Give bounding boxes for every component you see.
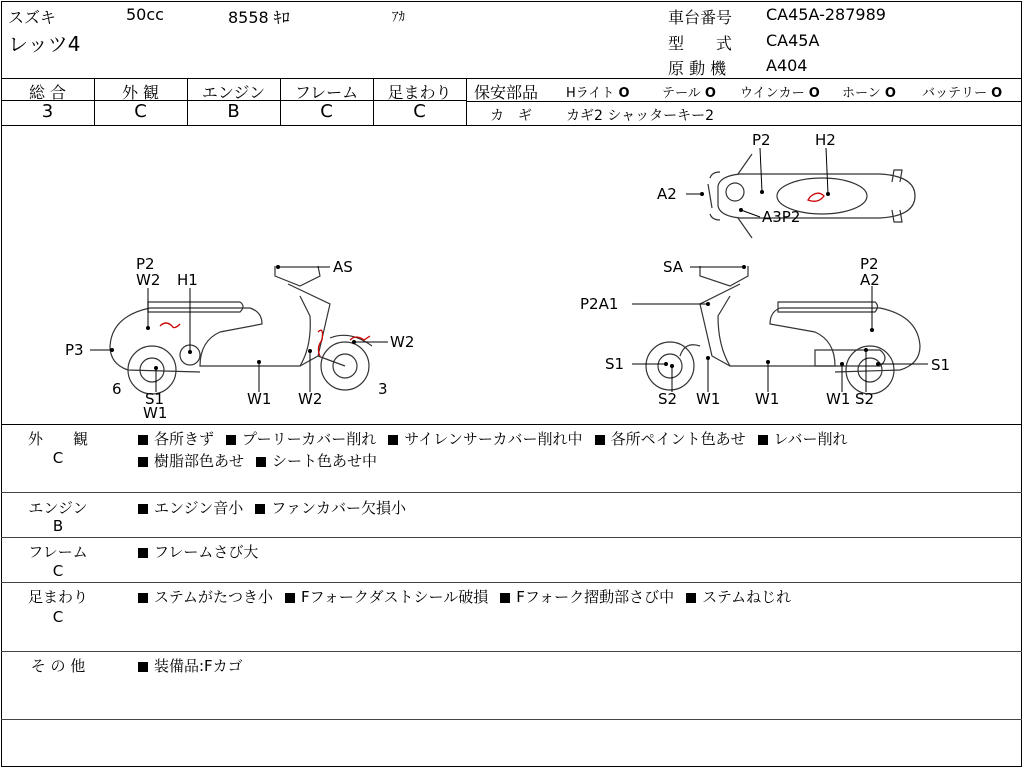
safety-item-battery: バッテリー O bbox=[922, 86, 1003, 101]
bullet-icon bbox=[138, 435, 148, 445]
remark-grade-suspension: C bbox=[52, 608, 64, 626]
label-as: AS bbox=[333, 258, 353, 276]
divider bbox=[1, 78, 1022, 79]
label-w2-left: W2 bbox=[136, 271, 161, 289]
label-s2-right-a: S2 bbox=[658, 390, 678, 408]
grade-header-overall: 総 合 bbox=[28, 83, 67, 102]
label-a2-right: A2 bbox=[860, 271, 880, 289]
grade-header-engine: エンジン bbox=[201, 83, 266, 102]
bullet-icon bbox=[686, 593, 696, 603]
bullet-icon bbox=[595, 435, 605, 445]
remark-line-exterior-1: 各所きず プーリーカバー削れ サイレンサーカバー削れ中 各所ペイント色あせ レバー削れ bbox=[136, 428, 858, 449]
label-h1: H1 bbox=[177, 271, 198, 289]
frame-no-value: CA45A-287989 bbox=[766, 5, 886, 24]
bullet-icon bbox=[758, 435, 768, 445]
label-s1-right-b: S1 bbox=[931, 356, 951, 374]
grade-value-suspension: C bbox=[413, 101, 426, 122]
displacement: 50cc bbox=[126, 5, 164, 24]
divider bbox=[466, 78, 467, 125]
divider bbox=[1, 492, 1022, 493]
remark-line-other: 装備品:Fカゴ bbox=[136, 655, 253, 676]
grade-value-overall: 3 bbox=[41, 101, 54, 122]
divider bbox=[1, 424, 1022, 425]
label-s1-left: S1 bbox=[145, 390, 165, 408]
label-p3: P3 bbox=[65, 341, 84, 359]
remark-line-engine: エンジン音小 ファンカバー欠損小 bbox=[136, 497, 416, 518]
damage-diagram bbox=[0, 126, 1024, 424]
bullet-icon bbox=[256, 457, 266, 467]
leader-lines bbox=[90, 148, 928, 392]
bullet-icon bbox=[388, 435, 398, 445]
remark-grade-frame: C bbox=[52, 562, 64, 580]
engine-value: A404 bbox=[766, 56, 808, 75]
label-p2-top: P2 bbox=[752, 131, 771, 149]
mileage: 8558 ｷﾛ bbox=[228, 8, 290, 27]
damage-marks bbox=[160, 193, 824, 356]
remark-line-exterior-2: 樹脂部色あせ シート色あせ中 bbox=[136, 450, 387, 471]
engine-label: 原 動 機 bbox=[668, 59, 727, 78]
maker: スズキ bbox=[8, 8, 57, 27]
grade-value-frame: C bbox=[320, 101, 333, 122]
label-p2-left: P2 bbox=[136, 255, 155, 273]
key-value: カギ2 シャッターキー2 bbox=[566, 108, 714, 124]
safety-item-headlight: Hライト O bbox=[566, 86, 630, 101]
model-name: レッツ4 bbox=[8, 32, 81, 56]
label-w1-left-a: W1 bbox=[143, 404, 168, 422]
label-w1-left-b: W1 bbox=[247, 390, 272, 408]
label-s2-right-b: S2 bbox=[855, 390, 875, 408]
remark-grade-exterior: C bbox=[52, 449, 64, 467]
frame-no-label: 車台番号 bbox=[668, 8, 733, 27]
divider bbox=[1, 582, 1022, 583]
remark-label-engine: エンジン bbox=[28, 499, 88, 517]
bullet-icon bbox=[285, 593, 295, 603]
safety-label: 保安部品 bbox=[474, 83, 539, 102]
label-w2-left-b: W2 bbox=[298, 390, 323, 408]
label-a3p2: A3P2 bbox=[762, 208, 801, 226]
key-label: カ ギ bbox=[490, 108, 532, 124]
divider bbox=[1, 651, 1022, 652]
label-h2: H2 bbox=[815, 131, 836, 149]
label-a2-top: A2 bbox=[657, 185, 677, 203]
label-p2a1: P2A1 bbox=[580, 295, 619, 313]
remark-label-frame: フレーム bbox=[28, 543, 88, 561]
type-value: CA45A bbox=[766, 31, 820, 50]
label-w2-front: W2 bbox=[390, 333, 415, 351]
remark-grade-engine: B bbox=[52, 517, 64, 535]
color: ｱｶ bbox=[392, 10, 405, 25]
grade-header-frame: フレーム bbox=[294, 83, 359, 102]
bullet-icon bbox=[138, 504, 148, 514]
bullet-icon bbox=[138, 593, 148, 603]
divider bbox=[1, 537, 1022, 538]
label-w1-right-b: W1 bbox=[755, 390, 780, 408]
label-w1-right-c: W1 bbox=[826, 390, 851, 408]
bullet-icon bbox=[138, 457, 148, 467]
remark-line-frame: フレームさび大 bbox=[136, 541, 268, 562]
divider bbox=[1, 719, 1022, 720]
bullet-icon bbox=[226, 435, 236, 445]
label-sa: SA bbox=[663, 258, 684, 276]
bullet-icon bbox=[500, 593, 510, 603]
remark-label-other: そ の 他 bbox=[30, 657, 86, 675]
label-p2-right: P2 bbox=[860, 255, 879, 273]
safety-item-winker: ウインカー O bbox=[740, 86, 820, 101]
remark-line-suspension: ステムがたつき小 Fフォークダストシール破損 Fフォーク摺動部さび中 ステムねじれ bbox=[136, 586, 801, 607]
grade-value-exterior: C bbox=[134, 101, 147, 122]
type-label: 型 式 bbox=[668, 34, 733, 53]
bullet-icon bbox=[138, 662, 148, 672]
bullet-icon bbox=[138, 548, 148, 558]
label-6: 6 bbox=[112, 380, 122, 398]
safety-item-horn: ホーン O bbox=[842, 86, 896, 101]
label-s1-right-a: S1 bbox=[605, 355, 625, 373]
safety-item-tail: テール O bbox=[662, 86, 716, 101]
remark-label-suspension: 足まわり bbox=[27, 588, 88, 606]
label-3: 3 bbox=[378, 380, 388, 398]
grade-value-engine: B bbox=[227, 101, 240, 122]
label-w1-right-a: W1 bbox=[696, 390, 721, 408]
grade-header-exterior: 外 観 bbox=[121, 83, 160, 102]
bullet-icon bbox=[255, 504, 265, 514]
divider bbox=[466, 101, 1022, 102]
grade-header-suspension: 足まわり bbox=[387, 83, 452, 102]
remark-label-exterior: 外 観 bbox=[27, 430, 88, 448]
